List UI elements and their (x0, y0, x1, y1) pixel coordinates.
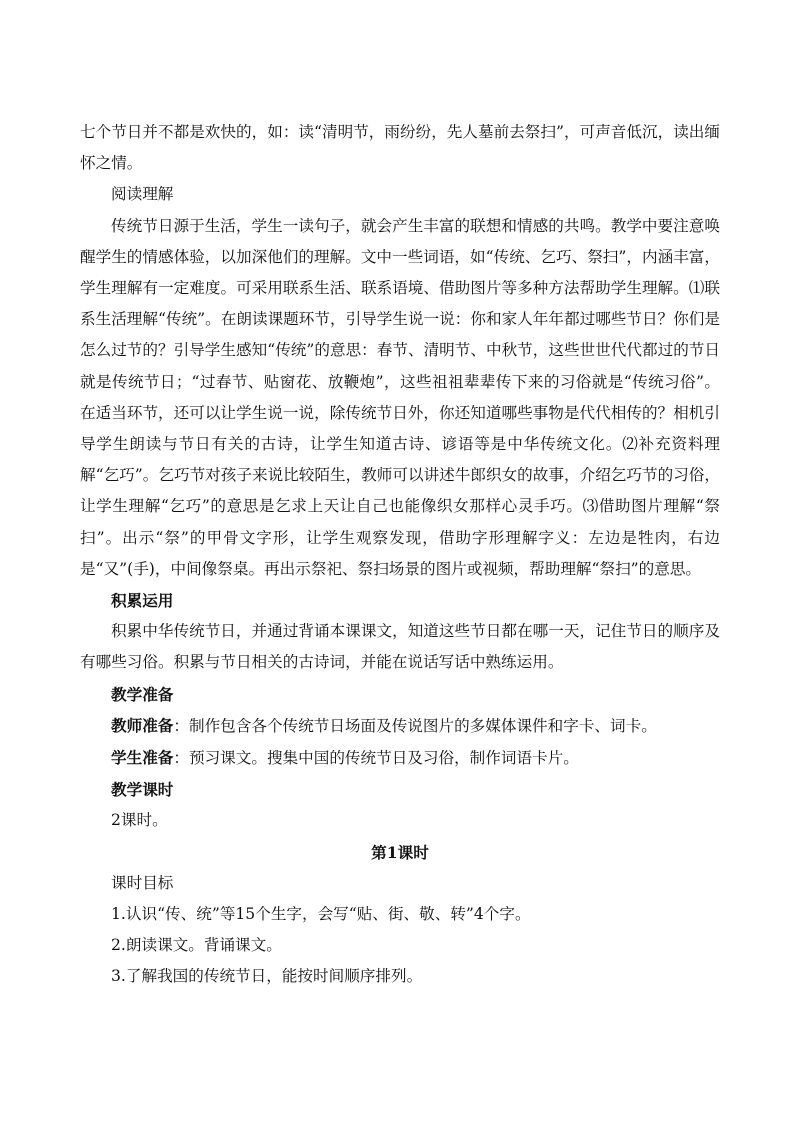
teacher-preparation-label: 教师准备 (111, 715, 174, 735)
intro-tail-paragraph: 七个节日并不都是欢快的，如：读“清明节，雨纷纷，先人墓前去祭扫”，可声音低沉，读出缅怀之情。 (80, 123, 720, 173)
student-preparation-text: ：预习课文。搜集中国的传统节日及习俗，制作词语卡片。 (173, 749, 579, 768)
lesson1-title: 第1课时 (371, 842, 429, 862)
reading-heading: 阅读理解 (111, 185, 174, 204)
hours-heading: 教学课时 (111, 780, 174, 800)
student-preparation (80, 742, 720, 774)
goal-item-3: 3.了解我国的传统节日，能按时间顺序排列。 (111, 967, 423, 986)
goal-item-1: 1.认识“传、统”等15个生字，会写“贴、街、敬、转”4个字。 (111, 905, 531, 924)
accumulate-heading: 积累运用 (111, 591, 174, 611)
reading-body: 传统节日源于生活，学生一读句子，就会产生丰富的联想和情感的共鸣。教学中要注意唤醒学生的情感体验，以加深他们的理解。文中一些词语，如“传统、乞巧、祭扫”，内涵丰富，学生理解有一定难度。可采用联系生活、联系语境、借助图片等多种方法帮助学生理解。⑴联系生活理解“传统”。在朗读课题环节，引导学生说一说：你和家人年年都过哪些节日？你们是怎么过节的？引导学生感知“传统”的意思：春节、清明节、中秋节，这些世世代代都过的节日就是传统节日；“过春节、贴窗花、放鞭炮”，这些祖祖辈辈传下来的习俗就是“传统习俗”。在适当环节，还可以让学生说一说，除传统节日外，你还知道哪些事物是代代相传的？相机引导学生朗读与节日有关的古诗，让学生知道古诗、谚语等是中华传统文化。⑵补充资料理解“乞巧”。乞巧节对孩子来说比较陌生，教师可以讲述牛郎织女的故事，介绍乞巧节的习俗，让学生理解“乞巧”的意思是乞求上天让自己也能像织女那样心灵手巧。⑶借助图片理解“祭扫”。出示“祭”的甲骨文字形，让学生观察发现，借助字形理解字义：左边是牲肉，右边是“又”(手)，中间像祭桌。再出示祭祀、祭扫场景的图片或视频，帮助理解“祭扫”的意思。 (80, 216, 720, 578)
preparation-heading: 教学准备 (111, 684, 174, 704)
student-preparation-label: 学生准备 (111, 748, 174, 768)
document-page (80, 117, 720, 993)
teacher-preparation (80, 710, 720, 742)
teacher-preparation-text: ：制作包含各个传统节日场面及传说图片的多媒体课件和字卡、词卡。 (173, 716, 657, 735)
hours-value: 2课时。 (111, 811, 168, 830)
lesson1-goals-heading: 课时目标 (111, 873, 174, 892)
accumulate-body: 积累中华传统节日，并通过背诵本课课文，知道这些节日都在哪一天，记住节日的顺序及有哪些习俗。积累与节日相关的古诗词，并能在说话写话中熟练运用。 (80, 622, 720, 672)
goal-item-2: 2.朗读课文。背诵课文。 (111, 936, 282, 955)
